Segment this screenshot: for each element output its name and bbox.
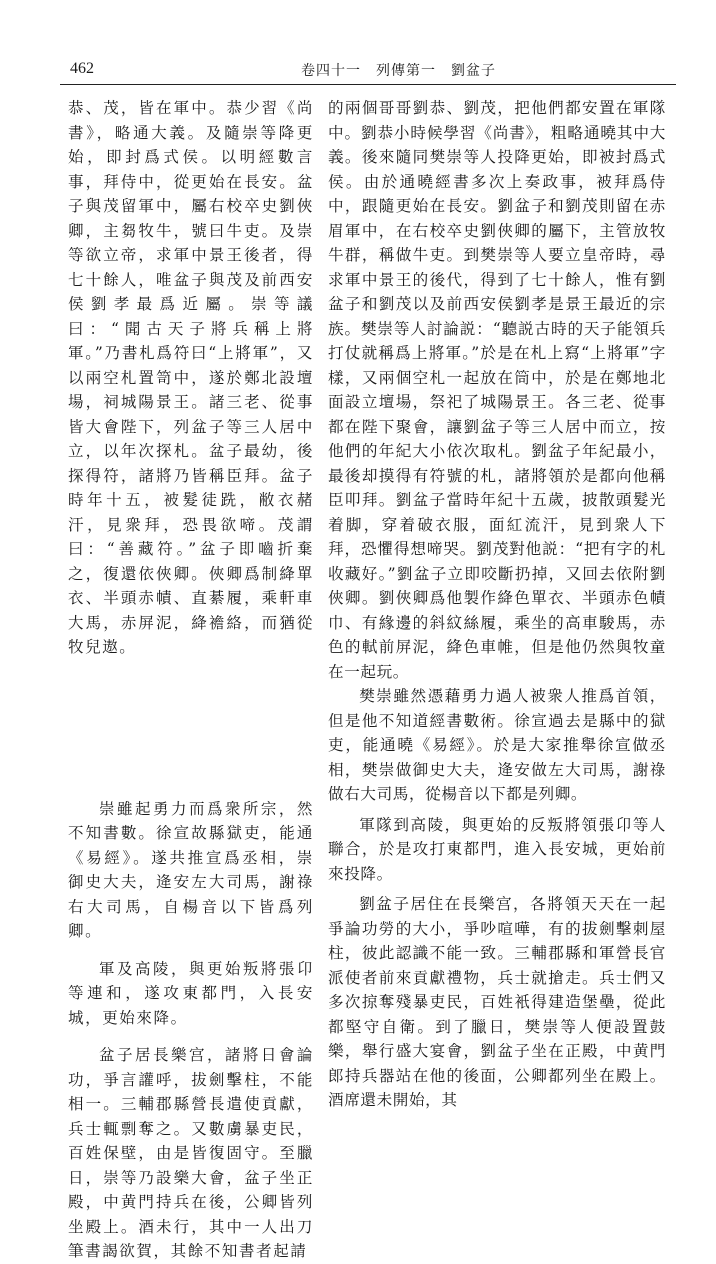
original-paragraph: 軍及高陵，與更始叛將張卬等連和，遂攻東都門，入長安城，更始來降。 (68, 959, 314, 1027)
page-number: 462 (70, 60, 94, 77)
original-paragraph: 盆子居長樂宫，諸將日會論功，爭言讙呼，拔劍擊柱，不能相一。三輔郡縣營長遣使貢獻，兵士輒剽奪之。又數虜暴吏民，百姓保壁，由是皆復固守。至臘日，崇等乃設樂大會，盆子坐正殿，中黄門持兵在後，公卿皆列坐殿上。酒未行，其中一人出刀筆書謁欲賀，其餘不知書者起請 (68, 1046, 314, 1260)
translation-paragraph: 劉盆子居住在長樂宫，各將領天天在一起爭論功勞的大小，爭吵喧嘩，有的拔劍擊刺屋柱，彼此認識不能一致。三輔郡縣和軍營長官派使者前來貢獻禮物，兵士就搶走。兵士們又多次掠奪殘暴吏民，百姓衹得建造堡壘，從此都堅守自衛。到了臘日，樊崇等人便設置鼓樂，舉行盛大宴會，劉盆子坐在正殿，中黄門郎持兵器站在他的後面，公卿都列坐在殿上。酒席還未開始，其 (328, 895, 666, 1109)
translation-paragraph: 軍隊到高陵，與更始的反叛將領張卬等人聯合，於是攻打東都門，進入長安城，更始前來投降。 (328, 815, 666, 883)
page-header (60, 56, 676, 85)
original-text-column (68, 96, 314, 1264)
translation-column (328, 96, 666, 1113)
translation-paragraph: 樊崇雖然憑藉勇力過人被衆人推爲首領，但是他不知道經書數術。徐宣過去是縣中的獄吏，能通曉《易經》。於是大家推舉徐宣做丞相，樊崇做御史大夫，逄安做左大司馬，謝祿做右大司馬，從楊音以下都是列卿。 (328, 687, 666, 803)
translation-paragraph: 的兩個哥哥劉恭、劉茂，把他們都安置在軍隊中。劉恭小時候學習《尚書》，粗略通曉其中大義。後來隨同樊崇等人投降更始，即被封爲式侯。由於通曉經書多次上奏政事，被拜爲侍中，跟隨更始在長安。劉盆子和劉茂則留在赤眉軍中，在右校卒史劉俠卿的屬下，主管放牧牛群，稱做牛吏。到樊崇等人要立皇帝時，尋求軍中景王的後代，得到了七十餘人，惟有劉盆子和劉茂以及前西安侯劉孝是景王最近的宗族。樊崇等人討論説：“聽説古時的天子能領兵打仗就稱爲上將軍。”於是在札上寫“上將軍”字樣，又兩個空札一起放在筒中，於是在鄭地北面設立壇場，祭祀了城陽景王。各三老、從事都在陛下聚會，讓劉盆子等三人居中而立，按他們的年紀大小依次取札。劉盆子年紀最小，最後却摸得有符號的札，諸將領於是都向他稱臣叩拜。劉盆子當時年紀十五歲，披散頭髮光着脚，穿着破衣服，面紅流汗，見到衆人下拜，恐懼得想啼哭。劉茂對他説：“把有字的札收藏好。”劉盆子立即咬斷扔掉，又回去依附劉俠卿。劉俠卿爲他製作絳色單衣、半頭赤色幘巾、有緣邊的斜紋絲履，乘坐的高車駿馬，赤色的軾前屏泥，絳色車帷，但是他仍然與牧童在一起玩。 (328, 99, 666, 681)
running-title: 卷四十一 列傳第一 劉盆子 (301, 63, 496, 79)
original-paragraph: 崇雖起勇力而爲衆所宗，然不知書數。徐宣故縣獄吏，能通《易經》。遂共推宣爲丞相，崇御史大夫，逄安左大司馬，謝祿右大司馬，自楊音以下皆爲列卿。 (68, 799, 314, 940)
original-paragraph: 恭、茂，皆在軍中。恭少習《尚書》，略通大義。及隨崇等降更始，即封爲式侯。以明經數言事，拜侍中，從更始在長安。盆子與茂留軍中，屬右校卒史劉俠卿，主芻牧牛，號曰牛吏。及崇等欲立帝，求軍中景王後者，得七十餘人，唯盆子與茂及前西安侯劉孝最爲近屬。崇等議曰：“聞古天子將兵稱上將軍。”乃書札爲符曰“上將軍”，又以兩空札置笥中，遂於鄭北設壇場，祠城陽景王。諸三老、從事皆大會陛下，列盆子等三人居中立，以年次探札。盆子最幼，後探得符，諸將乃皆稱臣拜。盆子時年十五，被髮徒跣，敝衣赭汗，見衆拜，恐畏欲啼。茂謂曰：“善藏符。”盆子即嚙折棄之，復還依俠卿。俠卿爲制絳單衣、半頭赤幘、直綦履，乘軒車大馬，赤屏泥，絳襜絡，而猶從牧兒遨。 (68, 99, 314, 656)
